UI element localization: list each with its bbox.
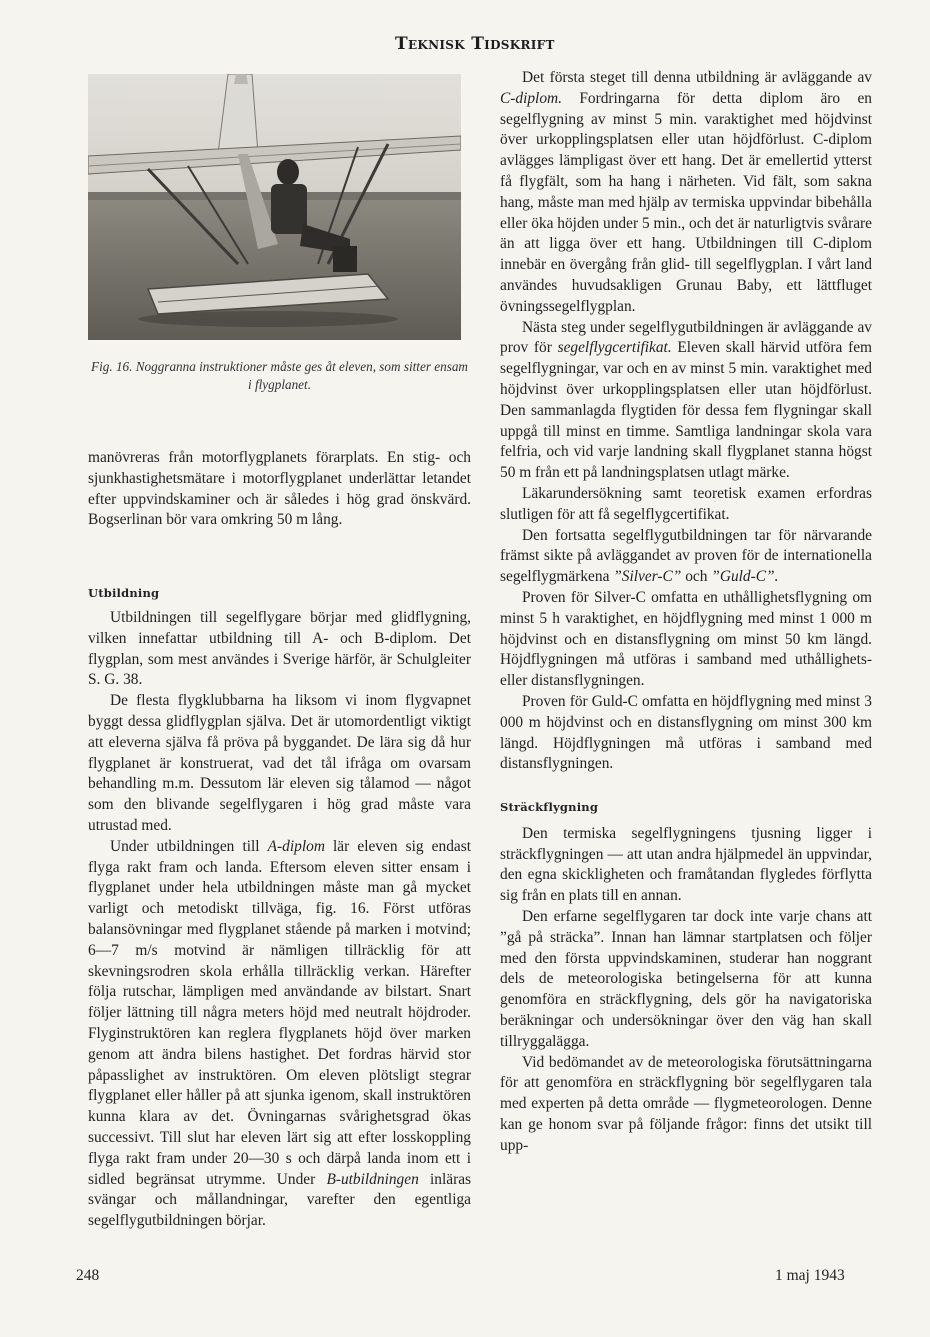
paragraph bbox=[500, 318, 872, 484]
text: Det första steget till denna utbildning är avläggande av bbox=[522, 69, 872, 86]
caption-prefix: Fig. 16. bbox=[91, 359, 133, 374]
issue-date: 1 maj 1943 bbox=[775, 1267, 845, 1284]
emphasis: ”Guld-C”. bbox=[711, 568, 779, 586]
paragraph: Den termiska segelflygningens tjusning ligger i sträckflygningen — att utan andra hjälpmedel än uppvindar, den egna skickligheten och framåtandan flygledes förflytta sig från en plats till en annan. bbox=[500, 824, 872, 905]
paragraph: Utbildningen till segelflygare börjar med glidflygning, vilken innefattar utbildning till A- och B-diplom. Det flygplan, som mest användes i Sverige härför, är Schulgleiter S. G. 38. bbox=[88, 608, 471, 689]
paragraph: Den erfarne segelflygaren tar dock inte varje chans att ”gå på sträcka”. Innan han lämnar startplatsen och följer med den första uppvindskaminen, studerar han noggrant dels de meteorologiska betingelserna för att kunna genomföra en sträckflygning, dels gör ha navigatoriska beräkningar och undersökningar över den väg han skall tillryggalägga. bbox=[500, 908, 872, 1050]
glider-photo-drawing bbox=[88, 74, 461, 340]
right-column bbox=[500, 68, 872, 1157]
paragraph: Vid bedömandet av de meteorologiska förutsättningarna för att genomföra en sträckflygning bör segelflygaren tala med experten på detta område — flygmeteorologen. Denne kan ge honom svar på följande frågor: finns det utsikt till upp- bbox=[500, 1053, 872, 1154]
text: lär eleven sig endast flyga rakt fram och landa. Eftersom eleven sitter ensam i flygplanet under hela utbildningen måste man gå mycket varligt och metodiskt tillväga, fig. 16. Först utföras balansövningar med flygplanet stående på marken i motvind; 6—7 m/s motvind är nämligen tillräcklig för att skevningsrodren skola erhålla tillräcklig verkan. Härefter följa rutschar, lämpligen med användande av bilstart. Snart följer lättning till några meters höjd med neutralt höjdroder. Flyginstruktören kan reglera flygplanets höjd över marken genom att ändra bilens hastighet. Det fordras härvid stor påpasslighet av instruktören. Om eleven plötsligt stegrar flygplanet eller håller på att sjunka igenom, skall instruktören kunna klara av det. Övningarnas svårighetsgrad ökas successivt. Till slut har eleven lärt sig att efter losskoppling flyga rakt fram under 20—30 s och därpå landa inom ett i sidled begränsat utrymme. Under bbox=[88, 837, 471, 1188]
paragraph: Proven för Guld-C omfatta en höjdflygning med minst 3 000 m höjdvinst och en distansflygning om minst 300 km längd. Höjdflygningen må utföras i samband med distansflygningen. bbox=[500, 692, 872, 773]
journal-header: Teknisk Tidskrift bbox=[395, 34, 555, 54]
text: Fordringarna för detta diplom äro en segelflygning av minst 5 min. varaktighet med höjdvinst över urkopplingsplatsen eller utan höjdförlust. C-diplom avlägges lämpligast över ett hang. Det är emellertid ytterst få flygfält, som ha hang i närheten. Vid fält, som sakna hang, måste man med hjälp av termiska uppvindar bibehålla eller öka höjden under 5 min., och det är naturligtvis svårare än att ligga över ett hang. Utbildningen till C-diplom innebär en övergång från glid- till segelflygplan. I vårt land användes huvudsakligen Grunau Baby, ett lättfluget övningssegelflygplan. bbox=[500, 89, 872, 315]
text: Under utbildningen till bbox=[110, 837, 268, 855]
left-column bbox=[88, 448, 471, 1232]
paragraph: Proven för Silver-C omfatta en uthållighetsflygning om minst 5 h varaktighet, en höjdflygning med minst 1 000 m höjdvinst och en distansflygning om minst 50 km längd. Höjdflygningen må utföras i samband med uthållighets- eller distansflygningen. bbox=[500, 588, 872, 690]
paragraph bbox=[500, 526, 872, 588]
glider-photo bbox=[88, 74, 461, 340]
text: inläras svängar och mållandningar, varefter den egentliga segelflygutbildningen börjar. bbox=[88, 1170, 472, 1230]
text: Den fortsatta segelflygutbildningen tar för närvarande främst sikte på avläggandet av proven för de internationella segelflygmärkena bbox=[500, 526, 872, 586]
emphasis: A-diplom bbox=[267, 837, 325, 855]
paragraph: Läkarundersökning samt teoretisk examen erfordras slutligen för att få segelflygcertifikat. bbox=[500, 484, 872, 523]
page-number: 248 bbox=[76, 1267, 100, 1284]
emphasis: C-diplom. bbox=[500, 89, 562, 107]
paragraph: manövreras från motorflygplanets förarplats. En stig- och sjunkhastighetsmätare i motorflygplanet underlättar letandet efter uppvindskaminer och är således i hög grad önskvärd. Bogserlinan bör vara omkring 50 m lång. bbox=[88, 449, 471, 529]
emphasis: segelflygcertifikat. bbox=[557, 339, 672, 357]
paragraph: De flesta flygklubbarna ha liksom vi inom flygvapnet byggt dessa glidflygplan själva. Det är utomordentligt viktigt att eleverna själva få pröva på byggandet. De lära sig då hur flygplanet är konstruerat, vad det tål ifråga om ovarsam behandling m.m. Dessutom lär eleven sig tålamod — något som den blivande segelflygaren i hög grad måste vara utrustad med. bbox=[88, 692, 471, 834]
text: Eleven skall härvid utföra fem segelflygningar, var och en av minst 5 min. varaktighet med höjdvinst över urkopplingsplatsen eller utan höjdförlust. Den sammanlagda flygtiden för dessa fem flygningar skall uppgå till minst en timme. Samtliga landningar skola vara felfria, och vid varje landning skall flygplanet stanna högst 50 m från ett på landningsplatsen utlagt märke. bbox=[500, 339, 873, 482]
caption-text: Noggranna instruktioner måste ges åt eleven, som sitter ensam i flygplanet. bbox=[135, 359, 468, 392]
section-heading-strackflygning: Sträckflygning bbox=[500, 800, 599, 815]
text: och bbox=[681, 568, 712, 586]
emphasis: ”Silver-C” bbox=[613, 568, 682, 586]
paragraph bbox=[500, 68, 872, 318]
paragraph bbox=[88, 837, 471, 1232]
section-heading-utbildning: Utbildning bbox=[88, 586, 160, 601]
figure-caption bbox=[88, 358, 471, 394]
text: Nästa steg under segelflygutbildningen är avläggande av prov för bbox=[500, 318, 872, 357]
emphasis: B-utbildningen bbox=[326, 1170, 419, 1188]
